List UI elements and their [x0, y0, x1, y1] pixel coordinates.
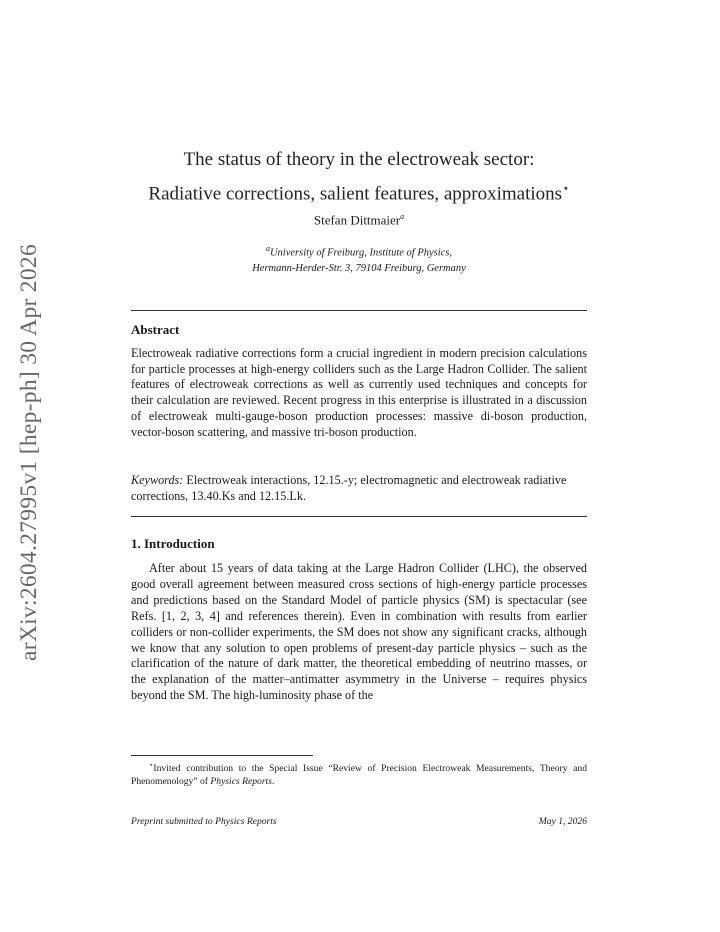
footer-preprint-note: Preprint submitted to Physics Reports — [131, 816, 277, 827]
arxiv-identifier-text: arXiv:2604.27995v1 [hep-ph] 30 Apr 2026 — [16, 243, 43, 661]
page-footer — [131, 816, 587, 827]
introduction-text: After about 15 years of data taking at the Large Hadron Collider (LHC), the observed good overall agreement between measured cross sections of high-energy particle processes and predictions based on the Standard Model of particle physics (SM) is spectacular (see Refs. [1, 2, 3, 4] and references therein). Even in combination with results from earlier colliders or non-collider experiments, the SM does not show any significant cracks, although we know that any solution to open problems of present-day particle physics – such as the clarification of the nature of dark matter, the theoretical embedding of neutrino masses, or the explanation of the matter–antimatter asymmetry in the Universe – requires physics beyond the SM. The high-luminosity phase of the — [131, 561, 587, 703]
abstract-heading: Abstract — [131, 322, 180, 337]
footnote-rule — [131, 755, 313, 756]
footnote-marker: ⋆ — [149, 761, 154, 769]
affiliation-line-1-text: University of Freiburg, Institute of Physics, — [269, 247, 453, 259]
affiliation-mark: a — [265, 244, 270, 253]
keywords — [131, 472, 587, 504]
affiliation-line-2: Hermann-Herder-Str. 3, 79104 Freiburg, Germany — [252, 262, 466, 274]
title-line-2-text: Radiative corrections, salient features, approximations — [148, 183, 563, 205]
footnote-journal: Physics Reports — [210, 776, 272, 788]
title-line-1: The status of theory in the electroweak sector: — [183, 149, 535, 170]
keywords-label: Keywords: — [131, 473, 184, 487]
abstract-bottom-rule — [131, 516, 587, 517]
abstract-top-rule — [131, 310, 587, 311]
footnote-end: . — [271, 776, 275, 788]
author-line — [131, 212, 587, 228]
abstract-text: Electroweak radiative corrections form a crucial ingredient in modern precision calculations for particle processes at high-energy colliders such as the Large Hadron Collider. The salient features of electroweak corrections as well as currently used techniques and concepts for their calculation are reviewed. Recent progress in this enterprise is illustrated in a discussion of electroweak multi-gauge-boson production processes: massive di-boson production, vector-boson scattering, and massive tri-boson production. — [131, 346, 587, 439]
title-line-2 — [131, 174, 587, 208]
affiliation-line-1 — [131, 241, 587, 261]
arxiv-identifier-stamp — [13, 243, 47, 661]
keywords-text: Electroweak interactions, 12.15.-y; electromagnetic and electroweak radiative corrections, 13.40.Ks and 12.15.Lk. — [131, 473, 567, 503]
footnote-text: Invited contribution to the Special Issue “Review of Precision Electroweak Measurements, Theory and Phenomenology” of — [131, 763, 587, 788]
section-heading-introduction: 1. Introduction — [131, 536, 215, 551]
title-footnote-marker[interactable]: ⋆ — [562, 181, 570, 195]
author-affiliation-mark: a — [400, 212, 405, 221]
footer-date: May 1, 2026 — [538, 816, 587, 827]
affiliation — [131, 241, 587, 276]
paper-title — [131, 146, 587, 208]
author-name: Stefan Dittmaier — [313, 212, 401, 228]
footnote — [131, 759, 587, 788]
